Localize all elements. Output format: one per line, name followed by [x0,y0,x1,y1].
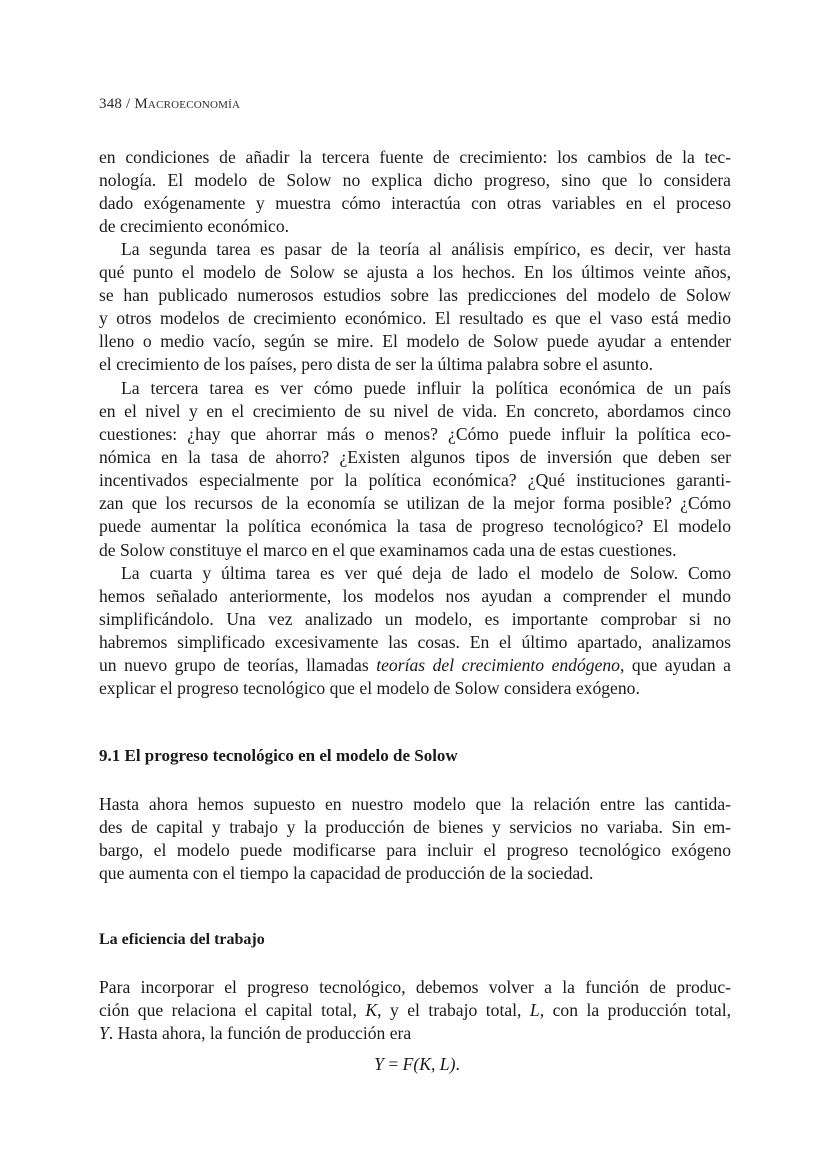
paragraph-line: de Solow constituye el marco en el que examinamos cada una de estas cuestiones. [99,540,677,560]
eq-F: F [402,1054,414,1074]
italic-term: teorías del crecimiento endógeno [376,655,620,675]
paragraph-line: cuestiones: ¿hay que ahorrar más o menos? ¿Cómo puede influir la política eco- [99,424,731,444]
text-run: , con la producción total, [539,1000,731,1020]
paragraph-line: La segunda tarea es pasar de la teoría al análisis empírico, es decir, ver hasta [121,239,731,259]
paragraph-line: des de capital y trabajo y la producción de bienes y servicios no variaba. Sin em- [99,817,731,837]
paragraph-line: La cuarta y última tarea es ver qué deja de lado el modelo de Solow. Como [121,563,731,583]
math-variable-L: L [529,1000,540,1020]
paragraph-line: habremos simplificado excesivamente las cosas. En el último apartado, analizamos [99,632,731,652]
paragraph-line: se han publicado numerosos estudios sobre las predicciones del modelo de Solow [99,285,731,305]
text-run: ción que relaciona el capital total, [99,1000,366,1020]
paragraph-line: lleno o medio vacío, según se mire. El modelo de Solow puede ayudar a entender [99,331,731,351]
paragraph-line: dado exógenamente y muestra cómo interactúa con otras variables en el proceso [99,193,731,213]
paragraph-line: nología. El modelo de Solow no explica dicho progreso, sino que lo considera [99,170,731,190]
paragraph-line [99,999,731,1023]
paragraph-line: en condiciones de añadir la tercera fuente de crecimiento: los cambios de la tec- [99,147,731,167]
eq-Y: Y [374,1054,384,1074]
paragraph-line [99,654,731,678]
section-heading: 9.1 El progreso tecnológico en el modelo de Solow [99,746,458,765]
book-title: Macroeconomía [134,96,241,112]
running-head [99,96,240,113]
math-variable-Y: Y [99,1023,109,1043]
header-separator: / [122,96,135,112]
eq-args: (K, L) [413,1054,456,1074]
paragraph-line: y otros modelos de crecimiento económico. El resultado es que el vaso está medio [99,308,731,328]
paragraph-line: La tercera tarea es ver cómo puede influir la política económica de un país [121,378,731,398]
paragraph-line: incentivados especialmente por la política económica? ¿Qué instituciones garanti- [99,470,731,490]
paragraph-line: nómica en la tasa de ahorro? ¿Existen algunos tipos de inversión que deben ser [99,447,731,467]
text-run: , que ayudan a [619,655,731,675]
text-run: un nuevo grupo de teorías, llamadas [99,655,377,675]
paragraph-line: zan que los recursos de la economía se utilizan de la mejor forma posible? ¿Cómo [99,493,731,513]
paragraph-line: bargo, el modelo puede modificarse para incluir el progreso tecnológico exógeno [99,840,731,860]
paragraph-line: el crecimiento de los países, pero dista de ser la última palabra sobre el asunto. [99,354,654,374]
subsection-heading: La eficiencia del trabajo [99,931,265,948]
text-run: , y el trabajo total, [377,1000,530,1020]
page-number: 348 [99,96,123,112]
paragraph-line: de crecimiento económico. [99,216,290,236]
eq-end: . [455,1054,460,1074]
paragraph-line: en el nivel y en el crecimiento de su nivel de vida. En concreto, abordamos cinco [99,401,731,421]
paragraph-line: qué punto el modelo de Solow se ajusta a los hechos. En los últimos veinte años, [99,262,731,282]
paragraph-line [99,1022,731,1046]
paragraph-line: Para incorporar el progreso tecnológico, debemos volver a la función de produc- [99,977,731,997]
paragraph-line: que aumenta con el tiempo la capacidad de producción de la sociedad. [99,863,594,883]
paragraph-line: hemos señalado anteriormente, los modelos nos ayudan a comprender el mundo [99,586,731,606]
paragraph-line: explicar el progreso tecnológico que el modelo de Solow considera exógeno. [99,678,640,698]
paragraph-line: puede aumentar la política económica la tasa de progreso tecnológico? El modelo [99,516,731,536]
math-variable-K: K [365,1000,378,1020]
text-run: . Hasta ahora, la función de producción era [108,1023,412,1043]
eq-equals: = [383,1054,403,1074]
paragraph-line: Hasta ahora hemos supuesto en nuestro modelo que la relación entre las cantida- [99,794,731,814]
paragraph-line: simplificándolo. Una vez analizado un modelo, es importante comprobar si no [99,609,731,629]
production-function-equation [0,1054,828,1075]
